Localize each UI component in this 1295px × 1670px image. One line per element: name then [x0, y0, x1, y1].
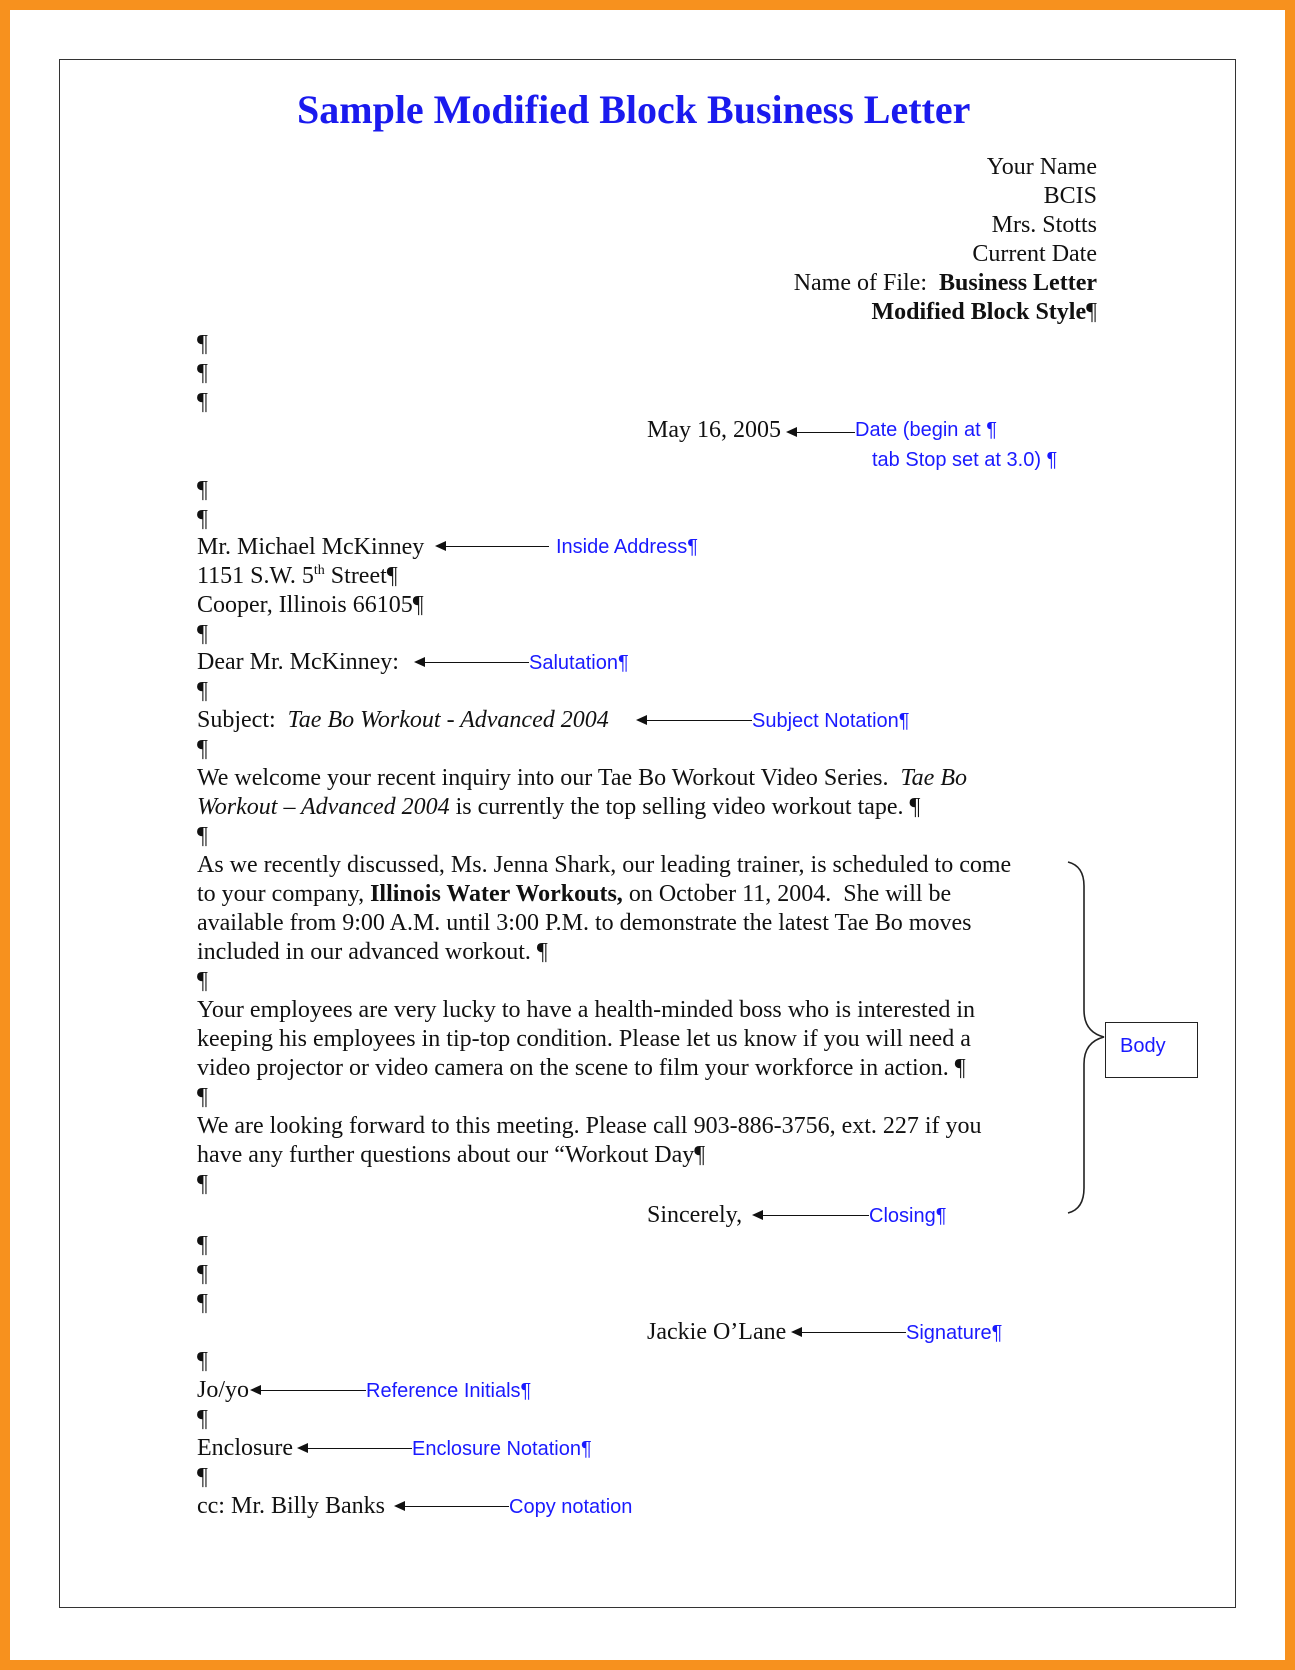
subject-value: Tae Bo Workout - Advanced 2004: [287, 707, 609, 733]
heading-style: [871, 300, 1097, 324]
enclosure: Enclosure: [197, 1435, 293, 1461]
recipient-street: [197, 564, 398, 588]
pilcrow: ¶: [197, 1406, 208, 1432]
signature-arrow: [793, 1332, 906, 1333]
subject-line: [197, 708, 609, 732]
pilcrow: ¶: [197, 1348, 208, 1374]
heading-file-name: [794, 271, 1097, 295]
body-italic: Tae Bo: [900, 765, 967, 791]
body-line: We are looking forward to this meeting. Please call 903-886-3756, ext. 227 if you: [197, 1113, 982, 1139]
body-text: We welcome your recent inquiry into our Tae Bo Workout Video Series.: [197, 765, 901, 791]
pilcrow: ¶: [197, 1084, 208, 1110]
closing: Sincerely,: [647, 1202, 743, 1228]
pilcrow: ¶: [197, 389, 208, 415]
signature: Jackie O’Lane: [647, 1319, 787, 1345]
body-line: Your employees are very lucky to have a health-minded boss who is interested in: [197, 997, 976, 1023]
inside-address-arrow: [437, 546, 549, 547]
body-line: As we recently discussed, Ms. Jenna Shark, our leading trainer, is scheduled to come: [197, 852, 1012, 878]
annotation-date-tab: tab Stop set at 3.0) ¶: [872, 449, 1058, 471]
salutation-arrow: [416, 662, 529, 663]
annotation-copy: Copy notation: [509, 1496, 633, 1518]
enclosure-arrow: [299, 1448, 412, 1449]
file-value: Business Letter: [939, 270, 1097, 296]
pilcrow: ¶: [197, 1232, 208, 1258]
body-line: keeping his employees in tip-top condition. Please let us know if you will need a: [197, 1026, 971, 1052]
pilcrow: ¶: [197, 736, 208, 762]
body-italic: Workout – Advanced 2004: [197, 794, 450, 820]
reference-initials: Jo/yo: [197, 1377, 250, 1403]
street-pre: 1151 S.W. 5: [197, 563, 314, 589]
closing-arrow: [754, 1215, 869, 1216]
body-text: to your company,: [197, 881, 371, 907]
pilcrow: ¶: [197, 968, 208, 994]
annotation-salutation: Salutation¶: [529, 652, 629, 674]
heading-your-name: Your Name: [986, 154, 1097, 180]
body-line: included in our advanced workout. ¶: [197, 939, 548, 965]
annotation-closing: Closing¶: [869, 1205, 947, 1227]
body-text: is currently the top selling video workout tape. ¶: [449, 794, 921, 820]
body-line: [197, 766, 967, 790]
annotation-signature: Signature¶: [906, 1322, 1003, 1344]
pilcrow: ¶: [197, 477, 208, 503]
heading-teacher: Mrs. Stotts: [991, 212, 1097, 238]
annotation-body: Body: [1120, 1035, 1166, 1057]
annotation-inside-address: Inside Address¶: [556, 536, 698, 558]
pilcrow: ¶: [197, 1464, 208, 1490]
body-line: [197, 882, 951, 906]
style-pilcrow: ¶: [1086, 299, 1097, 325]
copy-notation: cc: Mr. Billy Banks: [197, 1493, 385, 1519]
pilcrow: ¶: [197, 621, 208, 647]
pilcrow: ¶: [197, 678, 208, 704]
heading-class: BCIS: [1043, 183, 1097, 209]
file-label: Name of File:: [793, 270, 927, 296]
body-text: on October 11, 2004. She will be: [622, 881, 952, 907]
body-label-box: [1105, 1022, 1198, 1078]
style-value: Modified Block Style: [871, 299, 1087, 325]
pilcrow: ¶: [197, 506, 208, 532]
annotation-reference: Reference Initials¶: [366, 1380, 532, 1402]
body-line: have any further questions about our “Workout Day¶: [197, 1142, 706, 1168]
letter-date: May 16, 2005: [647, 417, 781, 443]
annotation-date: Date (begin at ¶: [855, 419, 997, 441]
body-line: [197, 795, 920, 819]
street-sup: th: [313, 563, 325, 578]
body-line: available from 9:00 A.M. until 3:00 P.M. to demonstrate the latest Tae Bo moves: [197, 910, 972, 936]
date-arrow: [788, 432, 855, 433]
body-line: video projector or video camera on the scene to film your workforce in action. ¶: [197, 1055, 966, 1081]
heading-current-date: Current Date: [972, 241, 1097, 267]
copy-arrow: [396, 1506, 509, 1507]
subject-label: Subject:: [197, 707, 276, 733]
pilcrow: ¶: [197, 1261, 208, 1287]
reference-arrow: [252, 1390, 366, 1391]
pilcrow: ¶: [197, 1290, 208, 1316]
salutation: Dear Mr. McKinney:: [197, 649, 399, 675]
body-bold: Illinois Water Workouts,: [370, 881, 623, 907]
street-post: Street¶: [324, 563, 398, 589]
recipient-name: Mr. Michael McKinney: [197, 534, 425, 560]
pilcrow: ¶: [197, 331, 208, 357]
pilcrow: ¶: [197, 360, 208, 386]
recipient-city: Cooper, Illinois 66105¶: [197, 592, 424, 618]
subject-arrow: [638, 720, 752, 721]
annotation-enclosure: Enclosure Notation¶: [412, 1438, 592, 1460]
pilcrow: ¶: [197, 823, 208, 849]
pilcrow: ¶: [197, 1171, 208, 1197]
body-brace: [1060, 860, 1110, 1215]
annotation-subject: Subject Notation¶: [752, 710, 910, 732]
page-title: Sample Modified Block Business Letter: [297, 87, 971, 132]
